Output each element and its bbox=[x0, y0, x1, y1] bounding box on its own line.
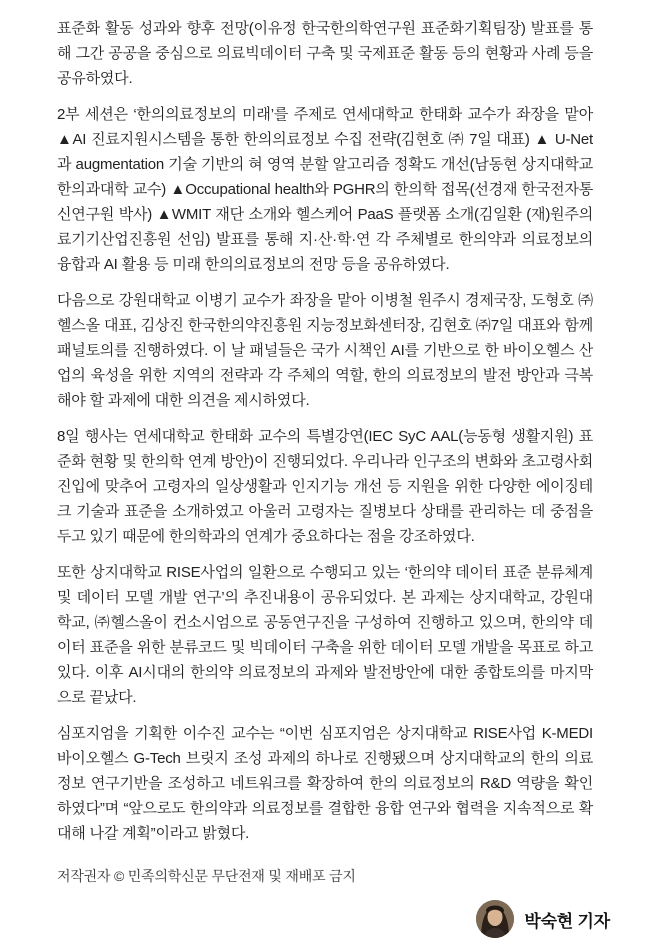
copyright-notice: 저작권자 © 민족의학신문 무단전재 및 재배포 금지 bbox=[57, 868, 356, 884]
reporter-name[interactable]: 박숙현 기자 bbox=[524, 911, 610, 931]
article-paragraph: 다음으로 강원대학교 이병기 교수가 좌장을 맡아 이병철 원주시 경제국장, 도형호 ㈜헬스올 대표, 김상진 한국한의약진흥원 지능정보화센터장, 김현호 ㈜7일 대표와 함께 패널토의를 진행하였다. 이 날 패널들은 국가 시책인 AI를 기반으로 한 바이오헬스 산업의 육성을 위한 지역의 전략과 각 주체의 역할, 한의 의료정보의 발전 방안과 극복해야 할 과제에 대한 의견을 제시하였다. bbox=[57, 292, 593, 409]
article-paragraph: 또한 상지대학교 RISE사업의 일환으로 수행되고 있는 ‘한의약 데이터 표준 분류체계 및 데이터 모델 개발 연구’의 추진내용이 공유되었다. 본 과제는 상지대학교, 강원대학교, ㈜헬스올이 컨소시엄으로 공동연구진을 구성하여 진행하고 있으며, 한의약 데이터 표준을 위한 분류코드 및 빅데이터 구축을 위한 데이터 모델 개발을 목표로 하고 있다. 이후 AI시대의 한의약 의료정보의 과제와 발전방안에 대한 종합토의를 마지막으로 끝났다. bbox=[57, 564, 593, 706]
article-paragraph: 2부 세션은 ‘한의의료정보의 미래’를 주제로 연세대학교 한태화 교수가 좌장을 맡아 ▲AI 진료지원시스템을 통한 한의의료정보 수집 전략(김현호 ㈜ 7일 대표) ▲ U-Net과 augmentation 기술 기반의 혀 영역 분할 알고리즘 정확도 개선(남동현 상지대학교 한의과대학 교수) ▲Occupational health와 PGHR의 한의학 접목(선경재 한국전자통신연구원 박사) ▲WMIT 재단 소개와 헬스케어 PaaS 플랫폼 소개(김일환 (재)원주의료기기산업진흥원 선임) 발표를 통해 지·산·학·연 각 주체별로 한의약과 의료정보의 융합과 AI 활용 등 미래 한의의료정보의 전망 등을 공유하였다. bbox=[57, 106, 593, 273]
article-paragraph: 심포지엄을 기획한 이수진 교수는 “이번 심포지엄은 상지대학교 RISE사업 K-MEDI 바이오헬스 G-Tech 브릿지 조성 과제의 하나로 진행됐으며 상지대학교의 한의 의료정보 연구기반을 조성하고 네트워크를 확장하여 한의 의료정보의 R&D 역량을 확인하였다”며 “앞으로도 한의약과 의료정보를 결합한 융합 연구와 협력을 지속적으로 확대해 나갈 계획”이라고 밝혔다. bbox=[57, 725, 593, 842]
article-paragraph: 8일 행사는 연세대학교 한태화 교수의 특별강연(IEC SyC AAL(능동형 생활지원) 표준화 현황 및 한의학 연계 방안)이 진행되었다. 우리나라 인구조의 변화와 초고령사회 진입에 맞추어 고령자의 일상생활과 인지기능 개선 등 지원을 위한 다양한 에이징테크 기술과 표준을 소개하였고 아울러 고령자는 질병보다 상태를 관리하는 데 중점을 두고 있기 때문에 한의학과의 연계가 중요하다는 점을 강조하였다. bbox=[57, 428, 593, 545]
reporter-photo-icon[interactable] bbox=[476, 900, 514, 938]
reporter-byline bbox=[0, 900, 650, 938]
article-paragraph: 표준화 활동 성과와 향후 전망(이유정 한국한의학연구원 표준화기획팀장) 발표를 통해 그간 공공을 중심으로 의료빅데이터 구축 및 국제표준 활동 등의 현황과 사례 등을 공유하였다. bbox=[57, 20, 593, 87]
